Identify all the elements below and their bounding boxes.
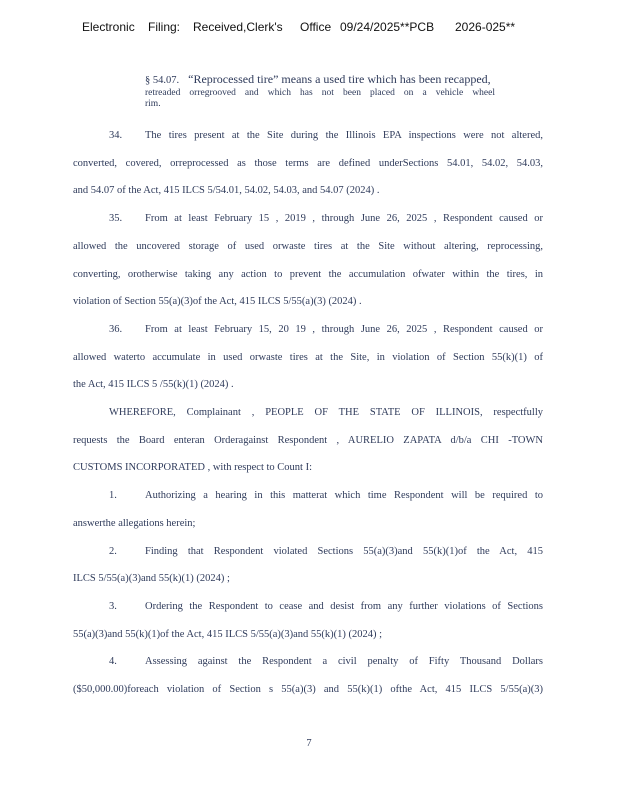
line-text: From at least February 15 , 2019 , through June 26, 2025 , Respondent caused or (145, 213, 543, 224)
paragraph-number: 34. (109, 130, 123, 141)
line-text: requests the Board enteran Orderagainst Respondent , AURELIO ZAPATA d/b/a CHI -TOWN (73, 435, 543, 446)
numbered-paragraph-line (109, 545, 543, 559)
paragraph-line (73, 461, 543, 475)
line-text: Assessing against the Respondent a civil penalty of Fifty Thousand Dollars (145, 656, 543, 667)
paragraph-line (73, 572, 543, 586)
numbered-paragraph-line (109, 489, 543, 503)
paragraph-line (109, 406, 543, 420)
line-text: allowed waterto accumulate in used orwaste tires at the Site, in violation of Section 55(k)(1) of (73, 352, 543, 363)
line-text: ($50,000.00)foreach violation of Section s 55(a)(3) and 55(k)(1) ofthe Act, 415 ILCS 5/55(a)(3) (73, 684, 543, 695)
line-text: allowed the uncovered storage of used orwaste tires at the Site without altering, reprocessing, (73, 241, 543, 252)
paragraph-line (73, 157, 543, 171)
section-reference: § 54.07. (145, 75, 180, 86)
definition-text: “Reprocessed tire” means a used tire which has been recapped, (188, 72, 491, 86)
paragraph-line (73, 683, 543, 697)
paragraph-line (73, 351, 543, 365)
line-text: WHEREFORE, Complainant , PEOPLE OF THE STATE OF ILLINOIS, respectfully (109, 407, 543, 418)
header-case-number: 2026-025** (455, 20, 516, 34)
numbered-paragraph-line (109, 600, 543, 614)
paragraph-line (73, 378, 543, 392)
paragraph-line (73, 295, 543, 309)
line-text: converted, covered, orreprocessed as those terms are defined underSections 54.01, 54.02, 54.03, (73, 158, 543, 169)
line-text: and 54.07 of the Act, 415 ILCS 5/54.01, 54.02, 54.03, and 54.07 (2024) . (73, 185, 380, 196)
numbered-paragraph-line (109, 129, 543, 143)
header-filing: Filing: (148, 20, 181, 34)
header-office: Office (300, 20, 332, 34)
line-text: ILCS 5/55(a)(3)and 55(k)(1) (2024) ; (73, 573, 230, 584)
paragraph-number: 2. (109, 546, 117, 557)
header-electronic: Electronic (82, 20, 135, 34)
line-text: 55(a)(3)and 55(k)(1)of the Act, 415 ILCS 5/55(a)(3)and 55(k)(1) (2024) ; (73, 629, 383, 640)
paragraph-number: 36. (109, 324, 123, 335)
paragraph-number: 35. (109, 213, 123, 224)
paragraph-number: 3. (109, 601, 117, 612)
line-text: the Act, 415 ILCS 5 /55(k)(1) (2024) . (73, 379, 234, 390)
quoted-definition (145, 72, 495, 110)
numbered-paragraph-line (109, 323, 543, 337)
quote-line-1 (145, 72, 495, 88)
numbered-paragraph-line (109, 212, 543, 226)
line-text: From at least February 15, 20 19 , through June 26, 2025 , Respondent caused or (145, 324, 543, 335)
quote-line-3: rim. (145, 99, 161, 109)
paragraph-number: 1. (109, 490, 117, 501)
line-text: The tires present at the Site during the Illinois EPA inspections were not altered, (145, 130, 543, 141)
line-text: Finding that Respondent violated Sections 55(a)(3)and 55(k)(1)of the Act, 415 (145, 546, 543, 557)
paragraph-line (73, 434, 543, 448)
header-date: 09/24/2025**PCB (340, 20, 435, 34)
paragraph-line (73, 184, 543, 198)
line-text: converting, orotherwise taking any action to prevent the accumulation ofwater within the tires, in (73, 269, 543, 280)
line-text: violation of Section 55(a)(3)of the Act, 415 ILCS 5/55(a)(3) (2024) . (73, 296, 362, 307)
quote-line-2: retreaded orregrooved and which has not been placed on a vehicle wheel (145, 88, 495, 98)
paragraph-line (73, 517, 543, 531)
line-text: Authorizing a hearing in this matterat which time Respondent will be required to (145, 490, 543, 501)
line-text: CUSTOMS INCORPORATED , with respect to Count I: (73, 462, 312, 473)
paragraph-line (73, 240, 543, 254)
filing-header (82, 20, 542, 36)
paragraph-line (73, 628, 543, 642)
line-text: Ordering the Respondent to cease and desist from any further violations of Sections (145, 601, 543, 612)
line-text: answerthe allegations herein; (73, 518, 196, 529)
paragraph-line (73, 268, 543, 282)
paragraph-number: 4. (109, 656, 117, 667)
numbered-paragraph-line (109, 655, 543, 669)
page-number: 7 (306, 738, 312, 749)
header-received: Received,Clerk's (193, 20, 283, 34)
